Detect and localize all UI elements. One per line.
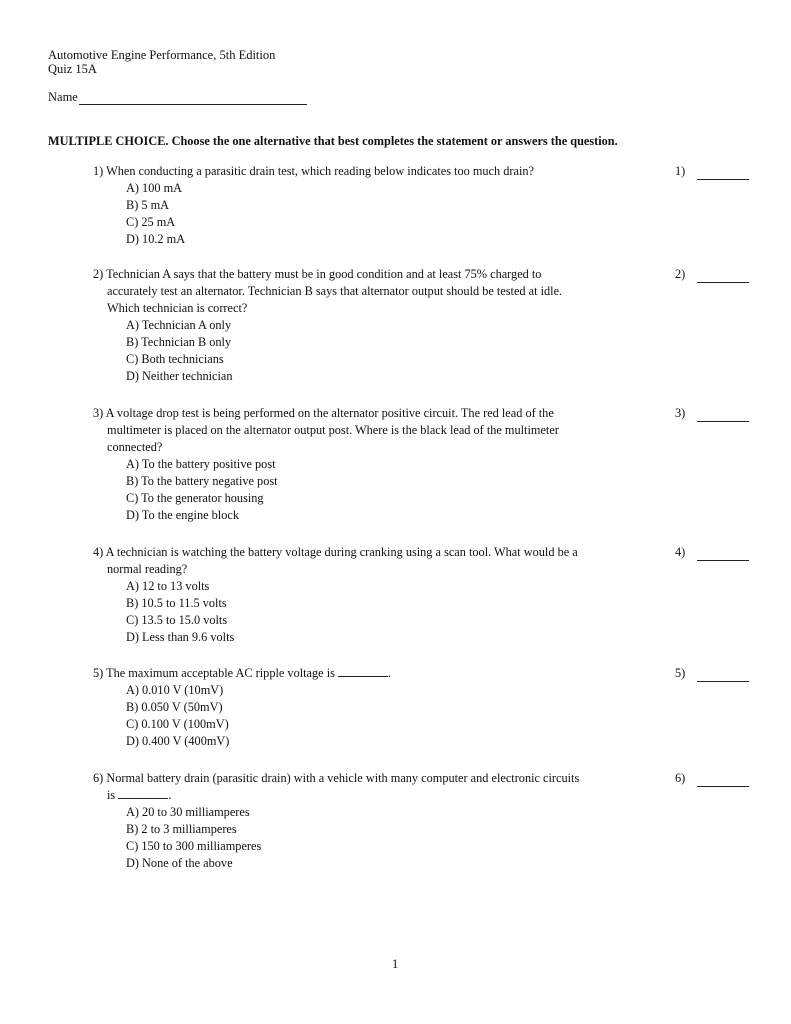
- question-stem: 1) When conducting a parasitic drain test, which reading below indicates too much drain?: [93, 164, 534, 178]
- answer-slot: 6): [675, 770, 749, 787]
- option-a: A) 0.010 V (10mV): [126, 683, 224, 697]
- option-d: D) None of the above: [126, 856, 233, 870]
- question-3: [93, 405, 753, 524]
- option-d: D) To the engine block: [126, 508, 239, 522]
- option-c: C) 0.100 V (100mV): [126, 717, 229, 731]
- page-number: 1: [392, 957, 399, 971]
- options-list: [93, 682, 753, 750]
- question-stem: 2) Technician A says that the battery must be in good condition and at least 75% charged to accurately test an alternator. Technician B says that alternator output should be tested at idle. Which technician is correct?: [93, 267, 563, 315]
- option-a: A) 12 to 13 volts: [126, 579, 210, 593]
- option-b: B) 2 to 3 milliamperes: [126, 822, 237, 836]
- answer-blank-line[interactable]: [697, 669, 749, 682]
- name-field-row: [48, 90, 307, 105]
- option-a: A) 20 to 30 milliamperes: [126, 805, 250, 819]
- answer-slot: 1): [675, 163, 749, 180]
- book-title: Automotive Engine Performance, 5th Edition: [48, 48, 276, 62]
- options-list: [93, 180, 753, 248]
- options-list: [93, 456, 753, 524]
- option-c: C) To the generator housing: [126, 491, 264, 505]
- answer-blank-line[interactable]: [697, 409, 749, 422]
- question-2: [93, 266, 753, 385]
- name-label: Name: [48, 90, 78, 104]
- question-stem: 3) A voltage drop test is being performed on the alternator positive circuit. The red lead of the multimeter is placed on the alternator output post. Where is the black lead of the multimeter connected?: [93, 406, 559, 454]
- answer-slot: 2): [675, 266, 749, 283]
- answer-slot: 4): [675, 544, 749, 561]
- option-d: D) 10.2 mA: [126, 232, 186, 246]
- question-stem: 5) The maximum acceptable AC ripple voltage is .: [93, 666, 392, 680]
- quiz-title: Quiz 15A: [48, 62, 97, 76]
- option-c: C) 25 mA: [126, 215, 176, 229]
- document-header: [48, 48, 275, 76]
- option-d: D) Less than 9.6 volts: [126, 630, 235, 644]
- option-b: B) 5 mA: [126, 198, 170, 212]
- option-a: A) To the battery positive post: [126, 457, 276, 471]
- option-d: D) 0.400 V (400mV): [126, 734, 230, 748]
- option-d: D) Neither technician: [126, 369, 233, 383]
- question-6: [93, 770, 753, 872]
- instructions: MULTIPLE CHOICE. Choose the one alternative that best completes the statement or answers the question.: [48, 134, 618, 148]
- inline-blank: [338, 665, 388, 677]
- answer-slot: 5): [675, 665, 749, 682]
- options-list: [93, 578, 753, 646]
- answer-blank-line[interactable]: [697, 774, 749, 787]
- answer-blank-line[interactable]: [697, 167, 749, 180]
- answer-slot: 3): [675, 405, 749, 422]
- option-c: C) 150 to 300 milliamperes: [126, 839, 262, 853]
- question-4: [93, 544, 753, 646]
- question-stem: 4) A technician is watching the battery voltage during cranking using a scan tool. What would be a normal reading?: [93, 545, 578, 576]
- answer-blank-line[interactable]: [697, 270, 749, 283]
- name-blank-line[interactable]: [79, 92, 307, 105]
- option-b: B) Technician B only: [126, 335, 232, 349]
- option-a: A) 100 mA: [126, 181, 183, 195]
- inline-blank: [118, 787, 168, 799]
- options-list: [93, 317, 753, 385]
- option-b: B) 10.5 to 11.5 volts: [126, 596, 227, 610]
- question-1: [93, 163, 753, 248]
- option-c: C) Both technicians: [126, 352, 224, 366]
- option-b: B) 0.050 V (50mV): [126, 700, 223, 714]
- option-c: C) 13.5 to 15.0 volts: [126, 613, 228, 627]
- answer-blank-line[interactable]: [697, 548, 749, 561]
- option-a: A) Technician A only: [126, 318, 232, 332]
- question-stem: 6) Normal battery drain (parasitic drain) with a vehicle with many computer and electronic circuits is .: [93, 771, 580, 802]
- options-list: [93, 804, 753, 872]
- option-b: B) To the battery negative post: [126, 474, 278, 488]
- question-5: [93, 665, 753, 750]
